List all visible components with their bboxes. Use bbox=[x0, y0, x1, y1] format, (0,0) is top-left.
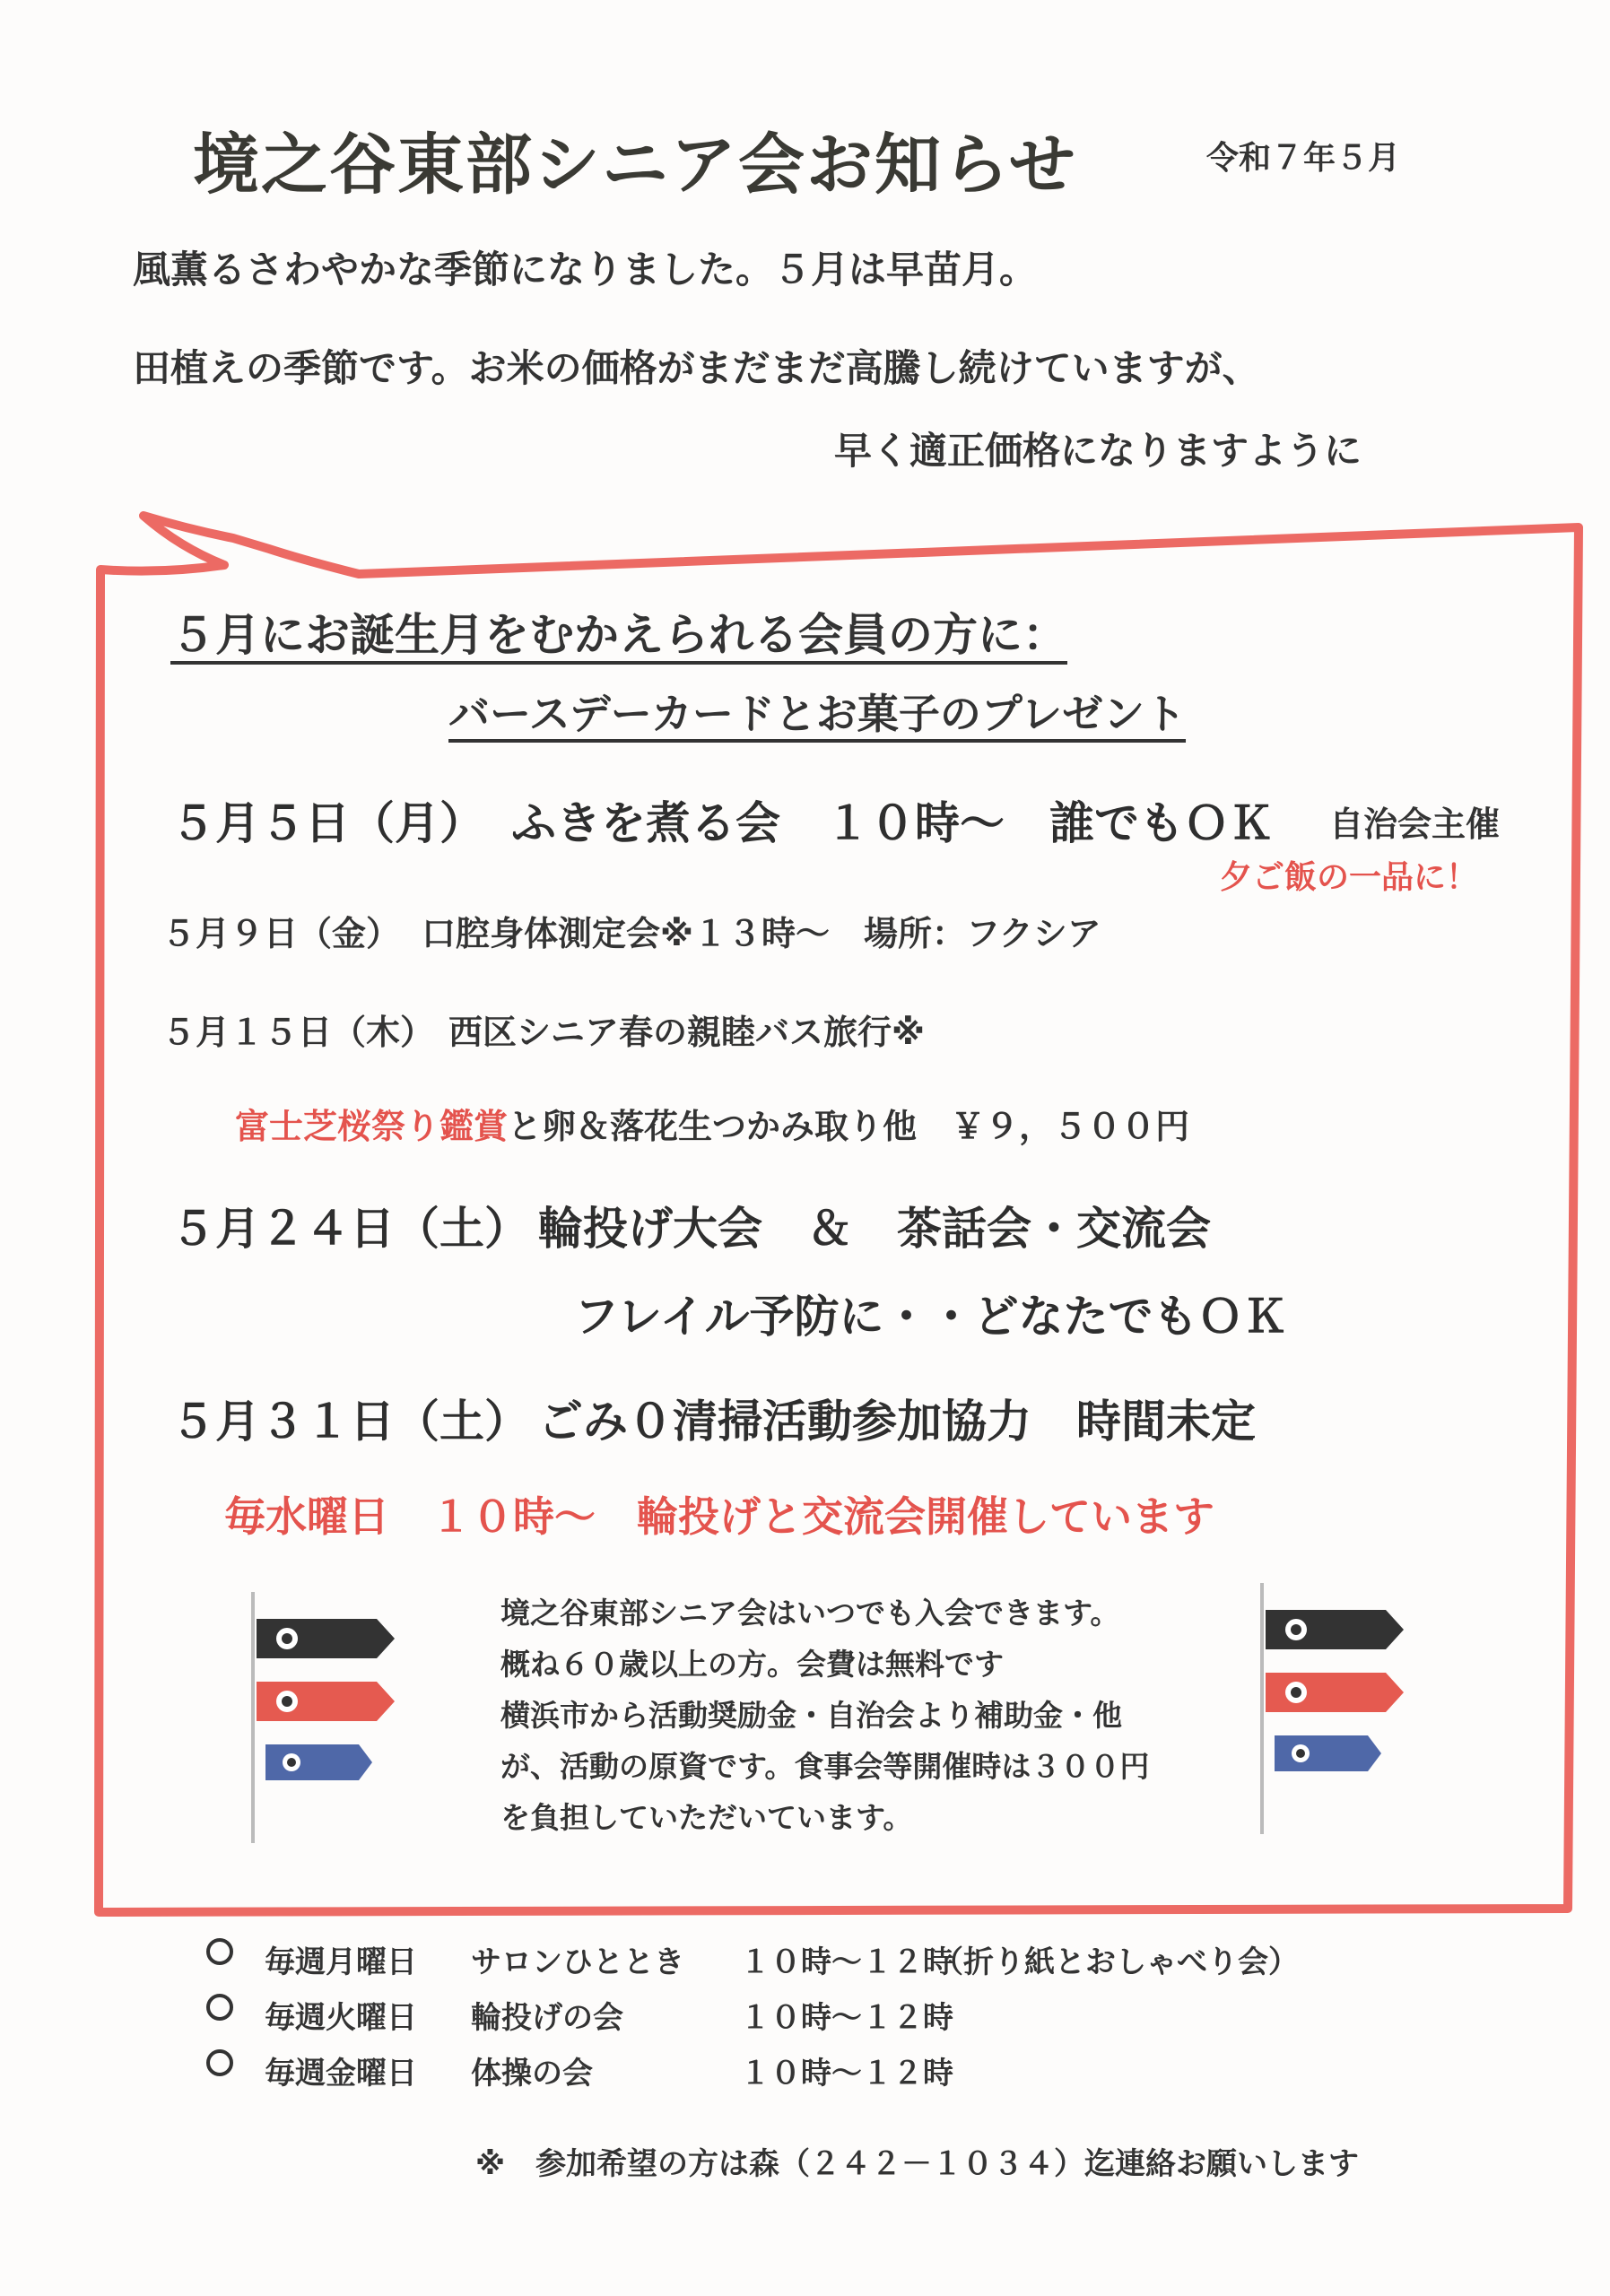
event-text-3: 西区シニア春の親睦バス旅行※ bbox=[448, 1013, 925, 1052]
intro-line-1: 風薫るさわやかな季節になりました。５月は早苗月。 bbox=[133, 248, 1038, 291]
event-text-1: ふきを煮る会 １０時～ 誰でもＯＫ bbox=[511, 797, 1274, 849]
schedule-time: １０時～１２時 bbox=[740, 2056, 953, 2092]
birthday-present: バースデーカードとお菓子のプレゼント bbox=[448, 690, 1187, 738]
schedule-time: １０時～１２時 bbox=[740, 2000, 953, 2036]
event-sub-4: フレイル予防に・・どなたでもＯＫ bbox=[574, 1291, 1288, 1343]
event-text-2: 口腔身体測定会※１３時～ 場所：フクシア bbox=[422, 914, 1101, 953]
bullet-circle-icon bbox=[206, 2049, 233, 2076]
bus-trip-highlight: 富士芝桜祭り鑑賞 bbox=[235, 1107, 509, 1146]
birthday-heading: ５月にお誕生月をむかえられる会員の方に： bbox=[170, 609, 1067, 661]
intro-line-3: 早く適正価格になりますように bbox=[834, 429, 1362, 473]
koinobori-right-icon bbox=[1251, 1583, 1413, 1834]
bullet-circle-icon bbox=[206, 1938, 233, 1965]
bus-trip-rest: と卵＆落花生つかみ取り他 ￥９，５００円 bbox=[508, 1107, 1190, 1146]
bus-trip-detail bbox=[235, 1099, 1189, 1148]
join-info-line: が、活動の原資です。食事会等開催時は３００円 bbox=[500, 1749, 1150, 1784]
weekly-wednesday-notice: 毎水曜日 １０時～ 輪投げと交流会開催しています bbox=[224, 1492, 1214, 1541]
contact-note: ※ 参加希望の方は森（２４２－１０３４）迄連絡お願いします bbox=[475, 2146, 1360, 2182]
schedule-row bbox=[206, 2048, 233, 2084]
issue-date: 令和７年５月 bbox=[1206, 140, 1401, 177]
schedule-name: サロンひととき bbox=[471, 1944, 684, 1980]
schedule-name: 体操の会 bbox=[471, 2056, 593, 2092]
event-note-1: 夕ご飯の一品に！ bbox=[1220, 859, 1479, 896]
schedule-row bbox=[206, 1937, 233, 1973]
join-info-line: を負担していただいています。 bbox=[500, 1800, 913, 1835]
event-text-4: 輪投げ大会 ＆ 茶話会・交流会 bbox=[538, 1203, 1211, 1255]
event-date-4: ５月２４日（土） bbox=[170, 1203, 529, 1255]
page-title: 境之谷東部シニア会お知らせ bbox=[193, 126, 1077, 204]
join-info-line: 横浜市から活動奨励金・自治会より補助金・他 bbox=[500, 1698, 1122, 1733]
join-info-line: 境之谷東部シニア会はいつでも入会できます。 bbox=[500, 1596, 1120, 1631]
join-info-line: 概ね６０歳以上の方。会費は無料です bbox=[500, 1647, 1004, 1682]
event-text-5: ごみ０清掃活動参加協力 時間未定 bbox=[538, 1396, 1256, 1448]
event-date-3: ５月１５日（木） bbox=[161, 1013, 435, 1052]
event-date-5: ５月３１日（土） bbox=[170, 1396, 529, 1448]
schedule-day: 毎週金曜日 bbox=[265, 2056, 417, 2092]
bullet-circle-icon bbox=[206, 1994, 233, 2021]
schedule-day: 毎週月曜日 bbox=[265, 1944, 417, 1980]
schedule-note: （折り紙とおしゃべり会） bbox=[933, 1944, 1299, 1980]
schedule-time: １０時～１２時 bbox=[740, 1944, 953, 1980]
event-date-2: ５月９日（金） bbox=[161, 914, 401, 953]
event-extra-1: 自治会主催 bbox=[1329, 804, 1501, 844]
koinobori-left-icon bbox=[242, 1592, 404, 1843]
event-date-1: ５月５日（月） bbox=[170, 797, 484, 849]
schedule-day: 毎週火曜日 bbox=[265, 2000, 417, 2036]
schedule-row bbox=[206, 1993, 233, 2029]
join-info bbox=[500, 1587, 1209, 1843]
schedule-name: 輪投げの会 bbox=[471, 2000, 623, 2036]
intro-line-2: 田植えの季節です。お米の価格がまだまだ高騰し続けていますが、 bbox=[133, 346, 1260, 390]
